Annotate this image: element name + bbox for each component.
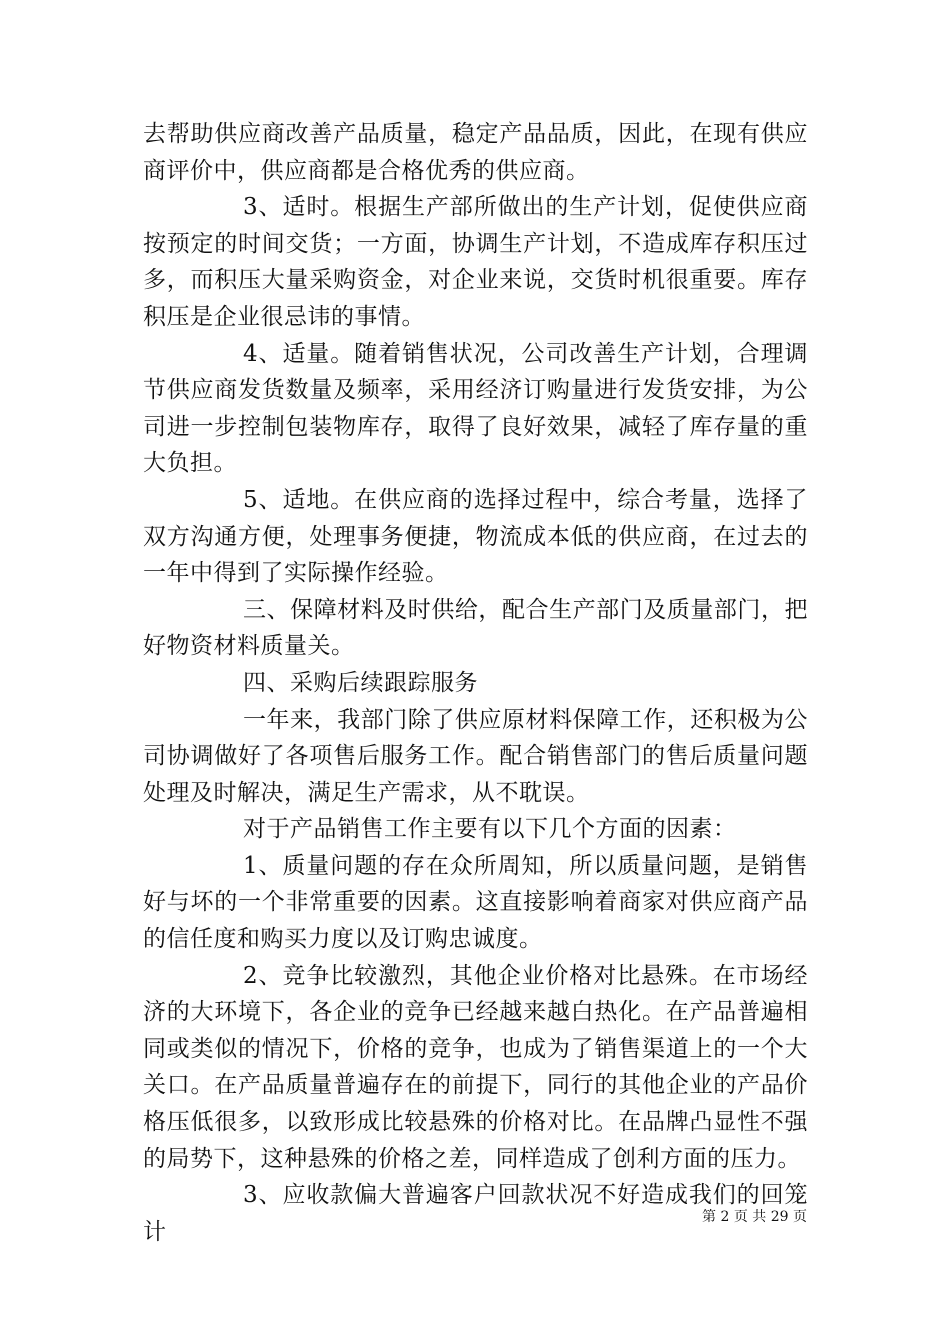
paragraph: 5、适地。在供应商的选择过程中，综合考量，选择了双方沟通方便，处理事务便捷，物流成本低的供应商，在过去的一年中得到了实际操作经验。 (143, 486, 808, 587)
paragraph: 对于产品销售工作主要有以下几个方面的因素： (243, 816, 737, 843)
paragraph: 三、保障材料及时供给，配合生产部门及质量部门，把好物资材料质量关。 (143, 596, 808, 660)
paragraph: 一年来，我部门除了供应原材料保障工作，还积极为公司协调做好了各项售后服务工作。配合销售部门的售后质量问题处理及时解决，满足生产需求，从不耽误。 (143, 706, 808, 806)
paragraph: 1、质量问题的存在众所周知，所以质量问题，是销售好与坏的一个非常重要的因素。这直接影响着商家对供应商产品的信任度和购买力度以及订购忠诚度。 (143, 852, 808, 953)
paragraph: 去帮助供应商改善产品质量，稳定产品品质，因此，在现有供应商评价中，供应商都是合格优秀的供应商。 (143, 121, 808, 184)
paragraph: 3、应收款偏大普遍客户回款状况不好造成我们的回笼计 (143, 1182, 808, 1245)
paragraph: 4、适量。随着销售状况，公司改善生产计划，合理调节供应商发货数量及频率，采用经济订购量进行发货安排，为公司进一步控制包装物库存，取得了良好效果，减轻了库存量的重大负担。 (143, 340, 808, 477)
document-body (143, 116, 808, 1250)
paragraph: 3、适时。根据生产部所做出的生产计划，促使供应商按预定的时间交货；一方面，协调生产计划，不造成库存积压过多，而积压大量采购资金，对企业来说，交货时机很重要。库存积压是企业很忌讳的事情。 (143, 194, 808, 330)
page-number-footer: 第 2 页 共 29 页 (702, 1209, 807, 1225)
paragraph: 2、竞争比较激烈，其他企业价格对比悬殊。在市场经济的大环境下，各企业的竞争已经越来越白热化。在产品普遍相同或类似的情况下，价格的竞争，也成为了销售渠道上的一个大关口。在产品质量普遍存在的前提下，同行的其他企业的产品价格压低很多，以致形成比较悬殊的价格对比。在品牌凸显性不强的局势下，这种悬殊的价格之差，同样造成了创利方面的压力。 (143, 962, 808, 1172)
section-heading: 四、采购后续跟踪服务 (243, 669, 478, 696)
